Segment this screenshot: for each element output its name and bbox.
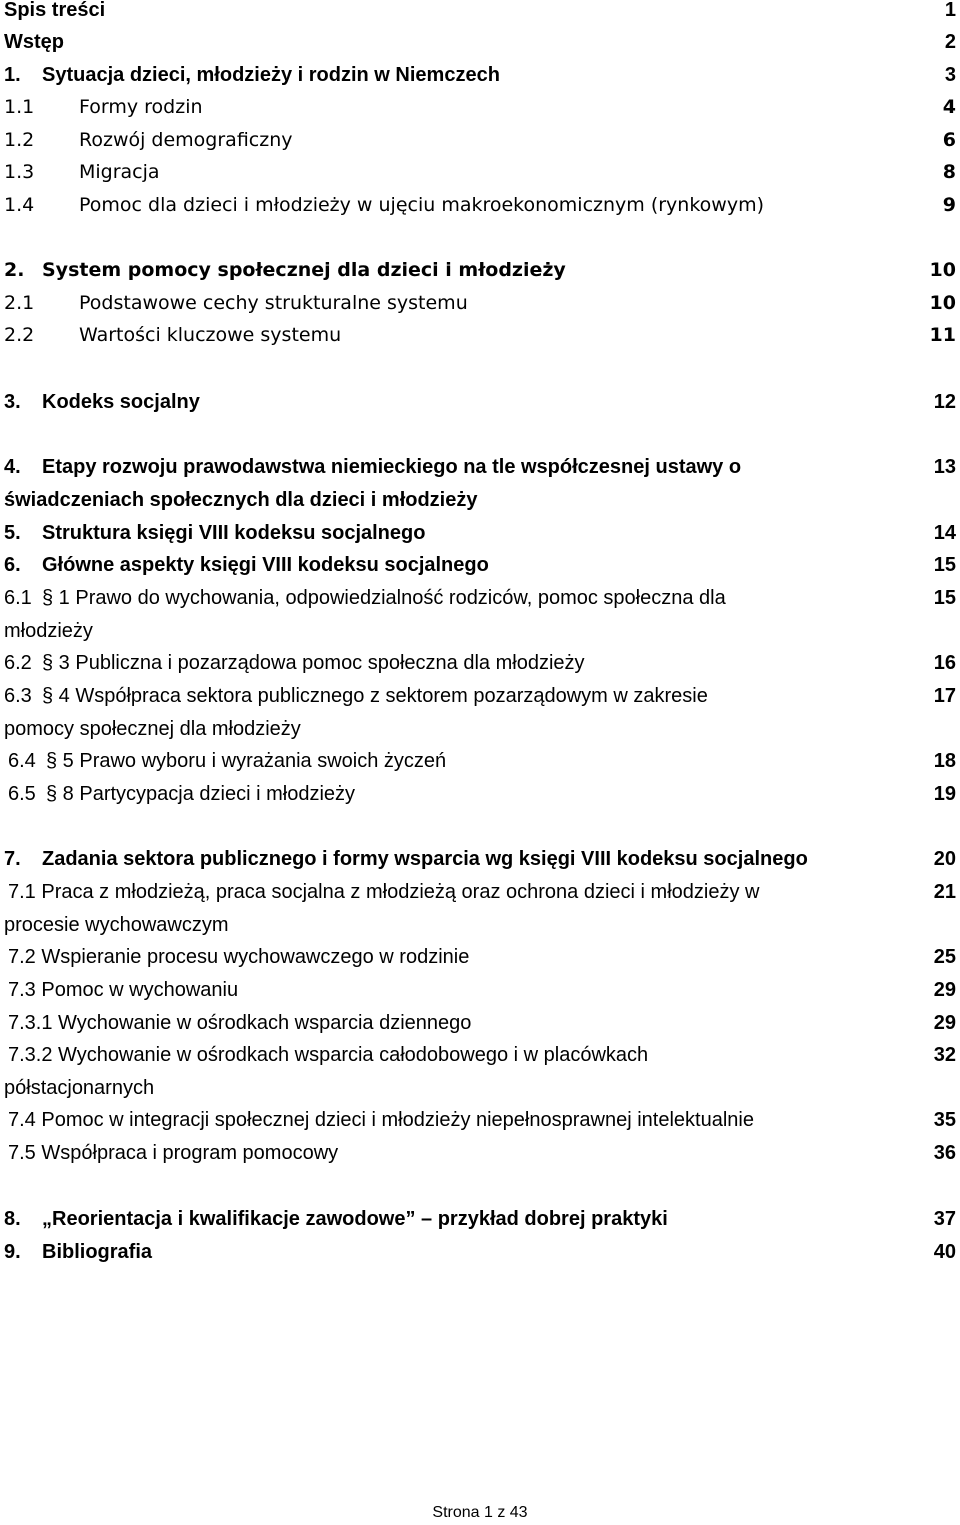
toc-entry-number: 2.1 <box>4 292 35 314</box>
toc-entry-number: 7.1 <box>8 881 36 903</box>
toc-entry-number: 1.4 <box>4 194 35 216</box>
toc-entry-number: 7.4 <box>8 1109 36 1131</box>
toc-entry-page: 15 <box>933 554 956 576</box>
toc-entry-page: 21 <box>933 881 956 903</box>
toc-entry-6-5[interactable] <box>8 778 956 811</box>
toc-entry-page: 14 <box>933 522 956 544</box>
toc-entry-number: 3. <box>4 391 21 413</box>
toc-entry-6-2[interactable] <box>4 647 956 680</box>
toc-entry-1-2[interactable] <box>4 124 956 157</box>
toc-entry-number: 8. <box>4 1208 21 1230</box>
toc-entry-title: Kodeks socjalny <box>42 391 200 413</box>
toc-entry-number: 1. <box>4 64 21 86</box>
toc-entry-number: 2.2 <box>4 324 35 346</box>
toc-entry-number: 5. <box>4 522 21 544</box>
toc-entry-page: 29 <box>933 979 956 1001</box>
toc-entry-title: § 3 Publiczna i pozarządowa pomoc społeczna dla młodzieży <box>42 652 585 674</box>
toc-entry-7-3-1[interactable] <box>4 1007 956 1040</box>
toc-entry-number: 7.3.2 <box>8 1044 53 1066</box>
toc-entry-title: Wstęp <box>4 31 64 53</box>
toc-entry-5[interactable] <box>4 517 956 550</box>
toc-entry-7-3[interactable] <box>4 974 956 1007</box>
toc-entry-7-1[interactable] <box>4 876 956 941</box>
toc-entry-4[interactable] <box>4 451 956 516</box>
toc-entry-2[interactable] <box>4 254 956 287</box>
toc-entry-title: Rozwój demograficzny <box>79 129 293 151</box>
toc-entry-page: 10 <box>929 259 956 281</box>
toc-entry-page: 3 <box>944 64 956 86</box>
toc-entry-title: § 5 Prawo wyboru i wyrażania swoich życzeń <box>46 750 447 772</box>
toc-entry-number: 6. <box>4 554 21 576</box>
toc-entry-title: § 8 Partycypacja dzieci i młodzieży <box>46 783 356 805</box>
toc-entry-title: Praca z młodzieżą, praca socjalna z młodzieżą oraz ochrona dzieci i młodzieży w procesie wychowawczym <box>4 881 760 936</box>
toc-entry-number: 1.3 <box>4 161 35 183</box>
toc-entry-page: 11 <box>929 324 956 346</box>
toc-entry-number: 4. <box>4 456 21 478</box>
toc-entry-title: Wychowanie w ośrodkach wsparcia dziennego <box>58 1012 472 1034</box>
toc-entry-title: Sytuacja dzieci, młodzieży i rodzin w Niemczech <box>42 64 500 86</box>
toc-entry-page: 37 <box>933 1208 956 1230</box>
toc-entry-6[interactable] <box>4 549 956 582</box>
toc-entry-page: 13 <box>933 456 956 478</box>
toc-entry-number: 7.3 <box>8 979 36 1001</box>
toc-entry-number: 6.2 <box>4 652 32 674</box>
toc-entry-6-1[interactable] <box>4 582 956 647</box>
toc-entry-title: Pomoc w wychowaniu <box>41 979 239 1001</box>
toc-entry-number: 7.2 <box>8 946 36 968</box>
toc-entry-page: 36 <box>933 1142 956 1164</box>
toc-entry-page: 8 <box>942 161 956 183</box>
toc-entry-title: Główne aspekty księgi VIII kodeksu socjalnego <box>42 554 489 576</box>
toc-entry-number: 6.5 <box>8 783 36 805</box>
toc-entry-1-1[interactable] <box>4 91 956 124</box>
toc-entry-page: 4 <box>942 96 956 118</box>
toc-entry-title: Migracja <box>79 161 160 183</box>
toc-entry-number: 9. <box>4 1241 21 1263</box>
toc-entry-9[interactable] <box>4 1236 956 1269</box>
toc-entry-6-3[interactable] <box>4 680 956 745</box>
toc-entry-title: Zadania sektora publicznego i formy wsparcia wg księgi VIII kodeksu socjalnego <box>42 848 808 870</box>
toc-entry-number: 6.1 <box>4 587 32 609</box>
toc-entry-page: 20 <box>933 848 956 870</box>
toc-entry-number: 1.1 <box>4 96 35 118</box>
toc-entry-page: 32 <box>933 1044 956 1066</box>
toc-entry-page: 2 <box>944 31 956 53</box>
toc-entry-page: 19 <box>933 783 956 805</box>
page-footer: Strona 1 z 43 <box>432 1504 528 1521</box>
toc-entry-number: 7.5 <box>8 1142 36 1164</box>
toc-entry-title: Wychowanie w ośrodkach wsparcia całodobowego i w placówkach półstacjonarnych <box>4 1044 649 1099</box>
toc-entry-number: 1.2 <box>4 129 35 151</box>
toc-entry-page: 35 <box>933 1109 956 1131</box>
toc-entry-wstep[interactable] <box>4 26 956 59</box>
toc-entry-7-4[interactable] <box>4 1104 956 1137</box>
toc-entry-number: 7. <box>4 848 21 870</box>
toc-entry-title: Współpraca i program pomocowy <box>41 1142 339 1164</box>
toc-entry-7[interactable] <box>4 843 956 876</box>
toc-entry-title: § 1 Prawo do wychowania, odpowiedzialność rodziców, pomoc społeczna dla młodzieży <box>4 587 726 642</box>
toc-entry-2-1[interactable] <box>4 287 956 320</box>
toc-entry-7-3-2[interactable] <box>4 1039 956 1104</box>
toc-entry-page: 16 <box>933 652 956 674</box>
toc-entry-number: 6.4 <box>8 750 36 772</box>
toc-entry-page: 25 <box>933 946 956 968</box>
toc-entry-number: 2. <box>4 259 25 281</box>
toc-entry-page: 15 <box>933 587 956 609</box>
toc-entry-page: 6 <box>942 129 956 151</box>
toc-entry-page: 17 <box>933 685 956 707</box>
toc-entry-title: Wspieranie procesu wychowawczego w rodzinie <box>41 946 470 968</box>
toc-entry-page: 29 <box>933 1012 956 1034</box>
toc-entry-7-5[interactable] <box>4 1137 956 1170</box>
toc-entry-7-2[interactable] <box>4 941 956 974</box>
toc-entry-3[interactable] <box>4 386 956 419</box>
toc-entry-title: § 4 Współpraca sektora publicznego z sektorem pozarządowym w zakresie pomocy społecznej dla młodzieży <box>4 685 708 740</box>
toc-entry-1-3[interactable] <box>4 156 956 189</box>
toc-entry-page: 1 <box>944 0 956 21</box>
toc-entry-number: 7.3.1 <box>8 1012 53 1034</box>
toc-entry-title: Wartości kluczowe systemu <box>79 324 342 346</box>
toc-entry-spis-tresci[interactable] <box>4 0 956 27</box>
toc-entry-2-2[interactable] <box>4 319 956 352</box>
toc-entry-title: Formy rodzin <box>79 96 203 118</box>
toc-entry-8[interactable] <box>4 1203 956 1236</box>
toc-entry-page: 12 <box>933 391 956 413</box>
toc-entry-page: 9 <box>942 194 956 216</box>
toc-entry-page: 10 <box>929 292 956 314</box>
toc-entry-6-4[interactable] <box>8 745 956 778</box>
toc-entry-title: Podstawowe cechy strukturalne systemu <box>79 292 468 314</box>
toc-entry-title: Pomoc dla dzieci i młodzieży w ujęciu makroekonomicznym (rynkowym) <box>79 194 765 216</box>
toc-entry-number: 6.3 <box>4 685 32 707</box>
toc-entry-title: Pomoc w integracji społecznej dzieci i młodzieży niepełnosprawnej intelektualnie <box>41 1109 754 1131</box>
toc-entry-title: „Reorientacja i kwalifikacje zawodowe” – przykład dobrej praktyki <box>42 1208 668 1230</box>
toc-entry-1[interactable] <box>4 59 956 92</box>
toc-entry-1-4[interactable] <box>4 189 956 222</box>
toc-entry-title: Etapy rozwoju prawodawstwa niemieckiego na tle współczesnej ustawy o świadczeniach społecznych dla dzieci i młodzieży <box>4 456 742 511</box>
toc-entry-title: System pomocy społecznej dla dzieci i młodzieży <box>42 259 566 281</box>
toc-entry-title: Spis treści <box>4 0 106 21</box>
toc-entry-page: 18 <box>933 750 956 772</box>
toc-entry-page: 40 <box>933 1241 956 1263</box>
toc-entry-title: Bibliografia <box>42 1241 153 1263</box>
toc-entry-title: Struktura księgi VIII kodeksu socjalnego <box>42 522 426 544</box>
